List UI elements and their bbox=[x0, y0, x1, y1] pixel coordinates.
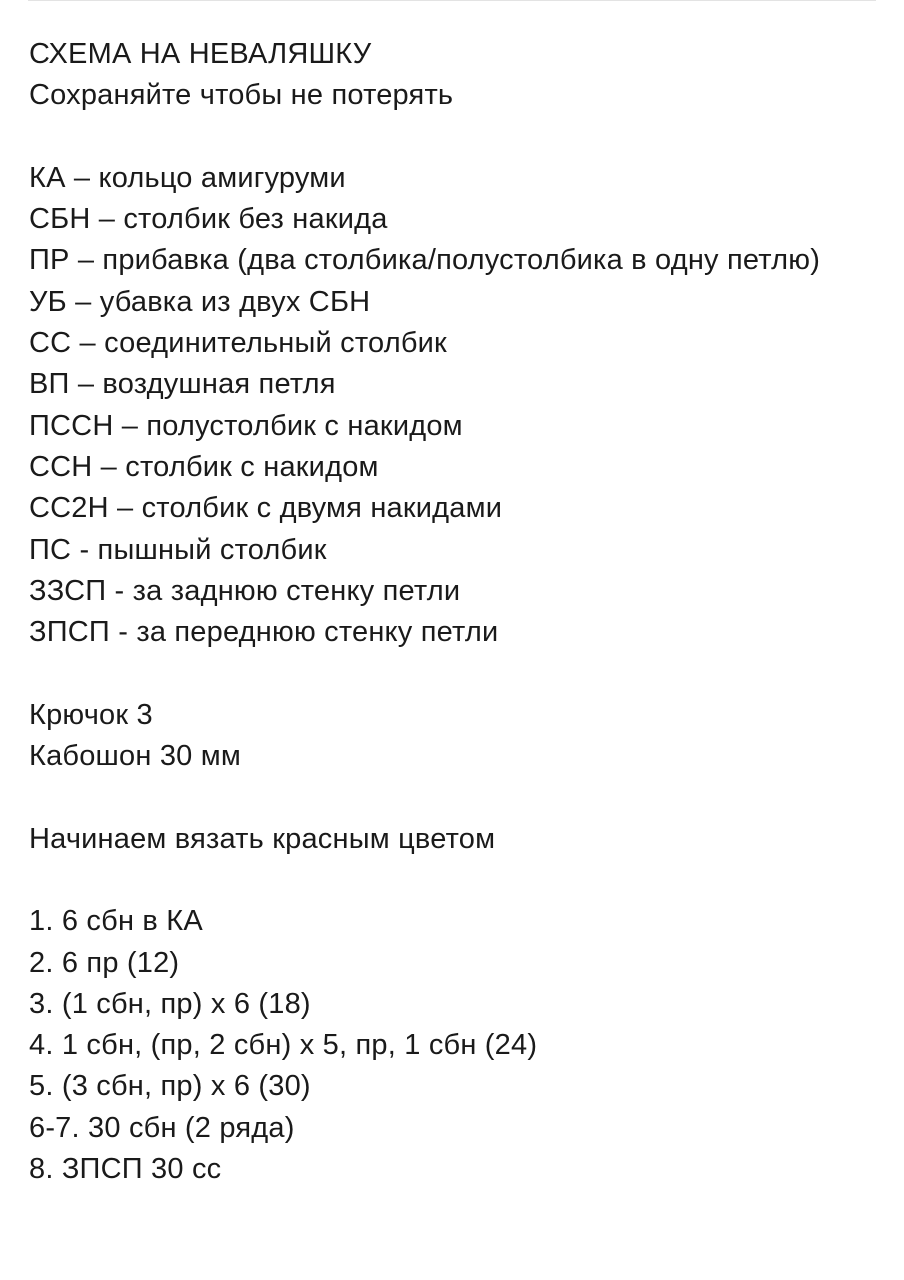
row-item: 5. (3 сбн, пр) х 6 (30) bbox=[29, 1070, 311, 1103]
abbreviation-item: ЗПСП - за переднюю стенку петли bbox=[29, 616, 499, 649]
abbreviation-item: КА – кольцо амигуруми bbox=[29, 161, 346, 194]
materials-list bbox=[29, 695, 879, 778]
abbreviation-item: СС2Н – столбик с двумя накидами bbox=[29, 492, 503, 525]
abbreviation-item: ПС - пышный столбик bbox=[29, 533, 327, 566]
abbreviation-item: СБН – столбик без накида bbox=[29, 203, 388, 236]
pattern-title: СХЕМА НА НЕВАЛЯШКУ bbox=[29, 38, 372, 70]
abbreviation-item: ВП – воздушная петля bbox=[29, 368, 336, 401]
abbreviation-item: УБ – убавка из двух СБН bbox=[29, 285, 371, 318]
spacer bbox=[29, 777, 879, 818]
abbreviation-item: ССН – столбик с накидом bbox=[29, 450, 379, 483]
row-item: 1. 6 сбн в КА bbox=[29, 905, 203, 938]
spacer bbox=[29, 117, 879, 158]
row-item: 6-7. 30 сбн (2 ряда) bbox=[29, 1111, 295, 1144]
abbreviation-list bbox=[29, 158, 879, 654]
cabochon-size: Кабошон 30 мм bbox=[29, 740, 242, 773]
note-text-block bbox=[29, 34, 879, 1190]
abbreviation-item: ПССН – полустолбик с накидом bbox=[29, 409, 463, 442]
spacer bbox=[29, 860, 879, 901]
top-divider bbox=[28, 0, 876, 1]
row-item: 2. 6 пр (12) bbox=[29, 946, 180, 979]
abbreviation-item: ПР – прибавка (два столбика/полустолбика в одну петлю) bbox=[29, 244, 821, 277]
abbreviation-item: ЗЗСП - за заднюю стенку петли bbox=[29, 574, 461, 607]
row-item: 3. (1 сбн, пр) х 6 (18) bbox=[29, 987, 311, 1020]
abbreviation-item: СС – соединительный столбик bbox=[29, 327, 447, 360]
row-instructions bbox=[29, 901, 879, 1190]
start-instruction: Начинаем вязать красным цветом bbox=[29, 822, 496, 855]
spacer bbox=[29, 653, 879, 694]
pattern-subtitle: Сохраняйте чтобы не потерять bbox=[29, 79, 454, 112]
row-item: 8. ЗПСП 30 сс bbox=[29, 1153, 222, 1186]
hook-size: Крючок 3 bbox=[29, 698, 153, 731]
row-item: 4. 1 сбн, (пр, 2 сбн) х 5, пр, 1 сбн (24) bbox=[29, 1029, 538, 1062]
